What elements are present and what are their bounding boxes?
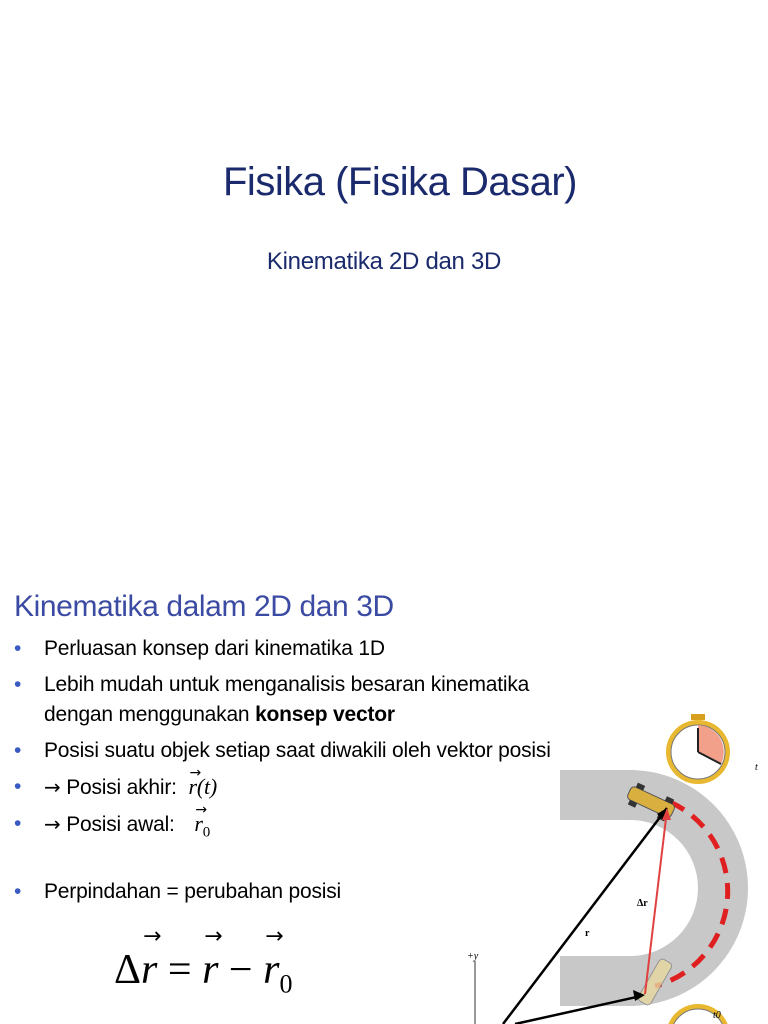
stopwatch-icon [666, 714, 730, 784]
bullet-icon: • [14, 637, 22, 660]
math-final-position: → r(t) [188, 774, 217, 799]
position-vector-figure [455, 706, 768, 1024]
bullet-bold-text: konsep vector [255, 703, 395, 726]
bullet-text: Posisi awal: [66, 813, 175, 836]
bullet-icon: • [14, 880, 22, 904]
delta-r-label: Δr [637, 898, 648, 909]
bullet-icon: • [14, 775, 22, 798]
bullet-text: Lebih mudah untuk menganalisis besaran kinematika [44, 673, 530, 696]
content-title: Kinematika dalam 2D dan 3D [14, 590, 394, 623]
bullet-text: dengan menggunakan [44, 703, 250, 726]
slide-title: Fisika (Fisika Dasar) [223, 160, 577, 204]
bullet-icon: • [14, 812, 22, 835]
right-arrow-icon: → [44, 775, 61, 799]
bullet-text: Perluasan konsep dari kinematika 1D [44, 637, 385, 660]
math-initial-position: → $r_0$ [194, 811, 210, 836]
content-slide [0, 576, 768, 1024]
time-label: t [755, 762, 758, 773]
right-arrow-icon: → [44, 812, 61, 836]
displacement-formula: Δ→ r = → r − → $r_0$ [114, 946, 292, 999]
bullet-icon: • [14, 739, 22, 762]
time-initial-label: t0 [713, 1010, 721, 1021]
slide-subtitle: Kinematika 2D dan 3D [266, 248, 502, 275]
bullet-text: Perpindahan = perubahan posisi [44, 880, 341, 904]
bullet-text: Posisi akhir: [66, 776, 177, 799]
bullet-icon: • [14, 673, 22, 696]
list-item [14, 634, 654, 664]
y-axis-label: +y [467, 951, 479, 962]
bullet-text: Posisi suatu objek setiap saat diwakili oleh vektor posisi [44, 739, 551, 762]
r-label: r [585, 928, 590, 939]
